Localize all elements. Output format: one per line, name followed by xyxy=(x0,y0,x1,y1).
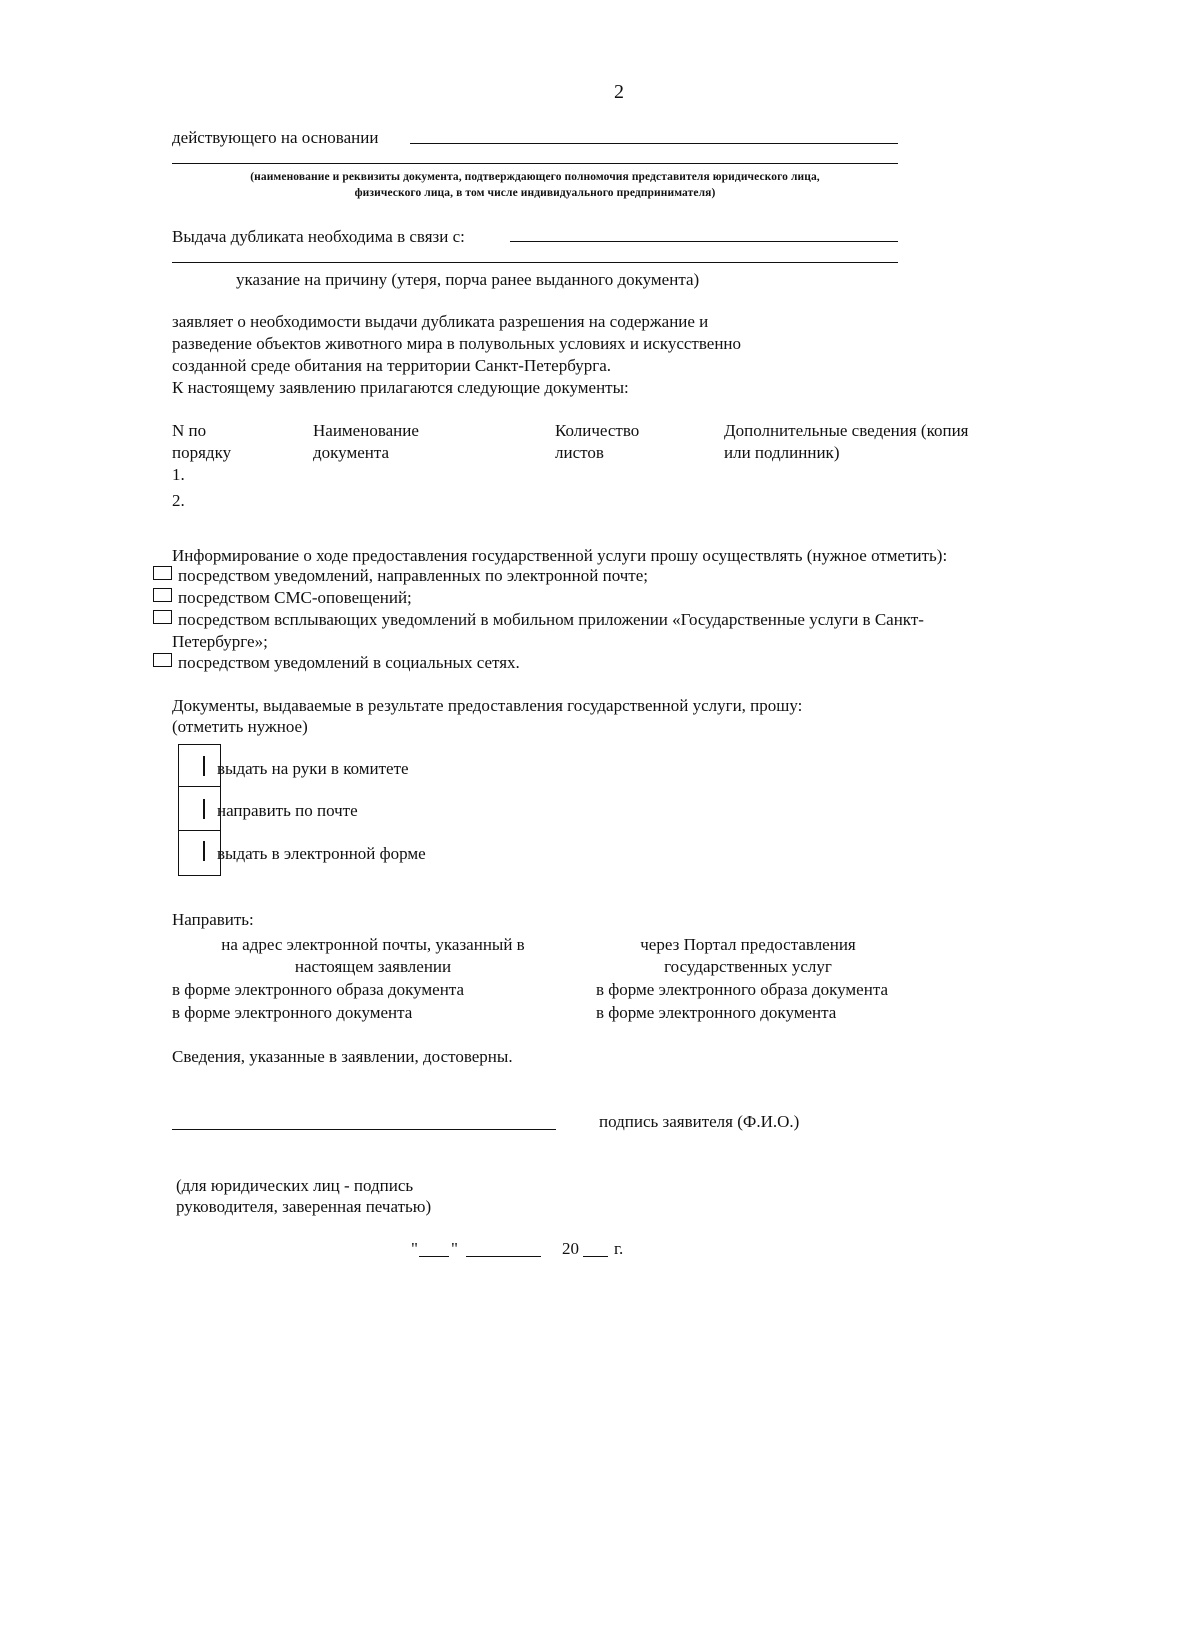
table-col2-head2: документа xyxy=(313,443,390,462)
delivery-electronic-checkbox[interactable] xyxy=(203,841,205,861)
date-year-line[interactable] xyxy=(583,1256,608,1257)
delivery-post-checkbox[interactable] xyxy=(203,799,205,819)
informing-title: Информирование о ходе предоставления государственной услуги прошу осуществлять (нужное отметить): xyxy=(172,546,948,565)
table-col3-head2: листов xyxy=(555,443,604,462)
date-year-prefix: 20 xyxy=(562,1239,579,1258)
delivery-hand-label: выдать на руки в комитете xyxy=(217,759,409,778)
signature-note-line1: (для юридических лиц - подпись xyxy=(176,1176,414,1195)
informing-sms-checkbox[interactable] xyxy=(153,588,172,602)
date-year-suffix: г. xyxy=(614,1239,624,1258)
date-open-quote: " xyxy=(411,1239,418,1258)
table-row-number: 1. xyxy=(172,465,185,484)
send-portal-image-option[interactable]: в форме электронного образа документа xyxy=(596,980,889,999)
table-col1-head2: порядку xyxy=(172,443,232,462)
delivery-title-line2: (отметить нужное) xyxy=(172,717,308,736)
send-portal-head-line2: государственных услуг xyxy=(664,957,832,976)
informing-email-label: посредством уведомлений, направленных по электронной почте; xyxy=(178,566,649,585)
delivery-electronic-label: выдать в электронной форме xyxy=(217,844,426,863)
statement-line2: разведение объектов животного мира в полувольных условиях и искусственно xyxy=(172,334,742,353)
date-month-line[interactable] xyxy=(466,1256,541,1257)
duplicate-input-line-2[interactable] xyxy=(172,262,898,263)
send-portal-doc-option[interactable]: в форме электронного документа xyxy=(596,1003,837,1022)
informing-app-checkbox[interactable] xyxy=(153,610,172,624)
send-title: Направить: xyxy=(172,910,254,929)
signature-note-line2: руководителя, заверенная печатью) xyxy=(176,1197,432,1216)
basis-input-line[interactable] xyxy=(410,143,898,144)
informing-social-checkbox[interactable] xyxy=(153,653,172,667)
table-col3-head1: Количество xyxy=(555,421,640,440)
table-col4-head2: или подлинник) xyxy=(724,443,840,462)
signature-label: подпись заявителя (Ф.И.О.) xyxy=(599,1112,800,1131)
table-col2-head1: Наименование xyxy=(313,421,419,440)
delivery-checkbox-frame xyxy=(178,744,221,876)
date-day-line[interactable] xyxy=(419,1256,449,1257)
send-email-head-line2: настоящем заявлении xyxy=(294,957,452,976)
duplicate-label: Выдача дубликата необходима в связи с: xyxy=(172,227,465,246)
basis-input-line-2[interactable] xyxy=(172,163,898,164)
date-close-quote: " xyxy=(451,1239,458,1258)
duplicate-input-line[interactable] xyxy=(510,241,898,242)
informing-app-label-line1: посредством всплывающих уведомлений в мобильном приложении «Государственные услуги в Санкт- xyxy=(178,610,924,629)
basis-note-line2: физического лица, в том числе индивидуального предпринимателя) xyxy=(354,187,716,199)
delivery-hand-checkbox[interactable] xyxy=(203,756,205,776)
informing-social-label: посредством уведомлений в социальных сетях. xyxy=(178,653,520,672)
delivery-title-line1: Документы, выдаваемые в результате предоставления государственной услуги, прошу: xyxy=(172,696,803,715)
page-number: 2 xyxy=(614,81,624,103)
verification-statement: Сведения, указанные в заявлении, достоверны. xyxy=(172,1047,513,1066)
send-email-image-option[interactable]: в форме электронного образа документа xyxy=(172,980,465,999)
basis-label: действующего на основании xyxy=(172,128,379,147)
basis-note-line1: (наименование и реквизиты документа, подтверждающего полномочия представителя юридического лица, xyxy=(250,171,820,183)
statement-line4: К настоящему заявлению прилагаются следующие документы: xyxy=(172,378,629,397)
informing-email-checkbox[interactable] xyxy=(153,566,172,580)
table-row-number: 2. xyxy=(172,491,185,510)
delivery-divider xyxy=(178,786,221,787)
delivery-divider xyxy=(178,830,221,831)
informing-sms-label: посредством СМС-оповещений; xyxy=(178,588,412,607)
statement-line1: заявляет о необходимости выдачи дубликата разрешения на содержание и xyxy=(172,312,709,331)
statement-line3: созданной среде обитания на территории Санкт-Петербурга. xyxy=(172,356,611,375)
signature-line[interactable] xyxy=(172,1129,556,1130)
send-email-head-line1: на адрес электронной почты, указанный в xyxy=(221,935,525,954)
send-email-doc-option[interactable]: в форме электронного документа xyxy=(172,1003,413,1022)
send-portal-head-line1: через Портал предоставления xyxy=(640,935,856,954)
informing-app-label-line2: Петербурге»; xyxy=(172,632,268,651)
duplicate-note: указание на причину (утеря, порча ранее выданного документа) xyxy=(236,270,700,289)
table-col4-head1: Дополнительные сведения (копия xyxy=(724,421,969,440)
delivery-post-label: направить по почте xyxy=(217,801,358,820)
table-col1-head1: N по xyxy=(172,421,207,440)
